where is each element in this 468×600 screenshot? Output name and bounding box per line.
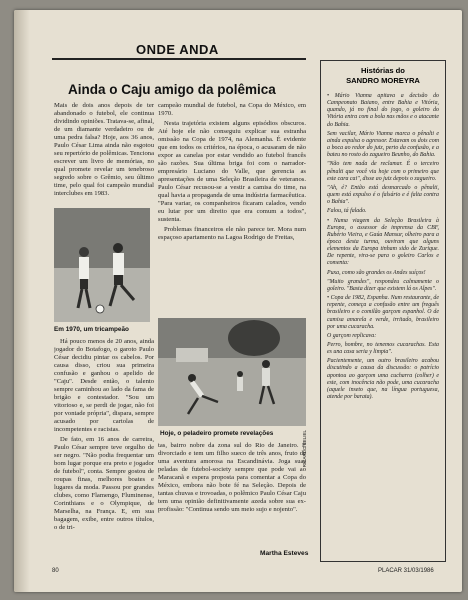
sidebar-paragraph: O garçom replicava: [327,332,377,339]
paragraph: De fato, em 16 anos de carreira, Paulo César sempre teve orgulho de ser negro. "Não podia frequentar um bom lugar porque era preto e jogador de futebol", conta. Sempre gostou de roupas finas, melhores boates e lugares da moda. Passou por grandes clubes, como Flamengo, Fluminense, Corinthians e o Olympique, de Marselha, na França. E, em sua bagagem, exibe, entre outros títulos, o de tri- [54,436,154,531]
paragraph: campeão mundial de futebol, na Copa do México, em 1970. [158,102,306,117]
sidebar-paragraph: Sem vacilar, Mário Vianna marca o pênalti e ainda expulsa o agressor. Estavam os dois com a boca ao redor do juiz, perto da confusão, e a bateu no rosto do zagueiro Beunho, do Bahia. [327,130,439,159]
article-col2-bottom [158,442,306,546]
sidebar-paragraph: "Não tem nada de reclamar. É o terceiro pênalti que você viu hoje com o primeiro que este cara cai", disse ao juiz depois o zagueiro. [327,161,439,182]
sidebar-body [327,93,439,403]
sidebar-title-line2: SANDRO MOREYRA [346,76,420,85]
section-label: ONDE ANDA [136,42,219,57]
photo-today-image [158,318,306,426]
section-rule [52,58,306,60]
sidebar-title [321,66,445,86]
headline: Ainda o Caju amigo da polêmica [68,82,276,97]
photo-1970-image [54,208,150,322]
paragraph: Problemas financeiros ele não parece ter. Mora num espaçoso apartamento na Lagoa Rodrigo de Freitas, [158,226,306,241]
photo1-caption: Em 1970, um tricampeão [54,326,129,333]
sidebar-paragraph: "Ah, é? Então está desmarcado o pênalti, quem está expulso é o falsário e é falta contra o Bahia". [327,184,439,206]
magazine-page [14,10,462,592]
photo-pelada-today [158,318,306,426]
article-col2-top [158,102,306,342]
paragraph: Há pouco menos de 20 anos, ainda jogador do Botafogo, o garoto Paulo César decidiu pintar os cabelos. Por causa disso, criou sua primeira confusão e ganhou o apelido de "Caju". Desde então, o talento sempre caminhou ao lado da fama de brigão e contestador. "Sou um vitorioso e, se perdi de jogar, não foi por vontade própria", dispara, sempre acusado por cartolas de incompetentes e racistas. [54,338,154,433]
sidebar-paragraph: Falou, tá falado. [327,208,367,215]
article-col1-top [54,102,154,204]
author-signature: Martha Esteves [260,550,309,557]
photo2-caption: Hoje, o peladeiro promete revelações [160,430,274,437]
sidebar-paragraph: • Numa viagem da Seleção Brasileira à Europa, o assessor de imprensa da CBF, Rubério Vieira, e Gaúa Mansur, olheiro para a época desta turma, ouviram que alguns elementos da Europa tinham sido de Zurique. De repente, vira-se para o goleiro Carlos e comenta: [327,217,439,267]
sidebar-paragraph: • Mário Vianna apitava a decisão do Campeonato Baiano, entre Bahia e Vitória, quando, já no final do jogo, o goleiro do Vitória entra com a bola nas mãos e o atacante do Bahia. [327,93,439,128]
sidebar-box [320,60,446,562]
article-col1-bottom [54,338,154,560]
page-number: 80 [52,568,59,574]
sidebar-paragraph: Puxa, como são grandes os Andes suíços! [327,269,426,276]
paragraph: Nesta trajetória existem alguns episódios obscuros. Até hoje ele não conseguiu explicar sua estranha omissão na Copa de 1974, na Alemanha. É evidente que em todos os critérios, na época, o acusaram de não expor as canelas por estar vendido ao futebol francês são razões. Sua última briga foi com o narrador-empresário Luciano do Valle, que gerencia as apresentações de uma Seleção Brasileira de veteranos. Paulo César recusou-se a vestir a camisa do time, na qual havia a propaganda de uma indústria farmacêutica. "Para variar, os companheiros ficaram calados, vendo eu lutar por um direito que era comum a todos", sustenta. [158,120,306,223]
sidebar-paragraph: • Copa de 1982, Espanha. Num restaurante, de repente, começa a confusão entre um freguês brasileiro e o comilão garçom espanhol. O de camisa amarela e verde, irritado, brasileiro por uma cucaracha. [327,295,439,330]
sidebar-paragraph: "Muito grandes", respondeu calmamente o goleiro. "Basta dizer que existem lá os Alpes". [327,278,439,292]
sidebar-title-line1: Histórias do [361,66,405,75]
sidebar-paragraph: Pacientemente, um outro brasileiro acabou discutindo a causa da discussão: o patrício apontou ao garçom uma cucharra (colher) e este, com inocência não pode, uma cucaracha (aquele inseto que, na língua portuguesa, atende por barata). [327,358,439,401]
sidebar-paragraph: Perro, hombre, no tenemos cucarachas. Esta es una casa seria y limpia". [327,342,439,356]
photo-1970-match [54,208,150,322]
paragraph: tas, bairro nobre da zona sul do Rio de Janeiro. É divorciado e tem um filho sueco de três anos, fruto de uma aventura amorosa na Escandinávia. Joga suas peladas de futebol-society sempre que pode vai ao Maracanã e espera proposta para comentar a Copa do México, embora não bote fé na Seleção. Depois de tantas chuvas e trovoadas, o polêmico Paulo César Caju tem uma opinião definitivamente azeda sobre sua ex-profissão: "Continua sendo um meio sujo e nojento". [158,442,306,513]
photo-credit: RICARDO BELIEL [302,430,307,468]
paragraph: Mais de dois anos depois de ter abandonado o futebol, ele continua dividindo opiniões. Tratava-se, afinal, de um diamante verdadeiro ou de uma pedra falsa? Hoje, aos 36 anos, Paulo César Lima ainda não esgotou seu repertório de polêmicas. Tenciona escrever um livro de memórias, no qual promete revelar um tenebroso segredo sobre o Grêmio, seu último time, pelo qual foi campeão mundial interclubes em 1983. [54,102,154,197]
issue-info: PLACAR 31/03/1986 [378,568,434,574]
